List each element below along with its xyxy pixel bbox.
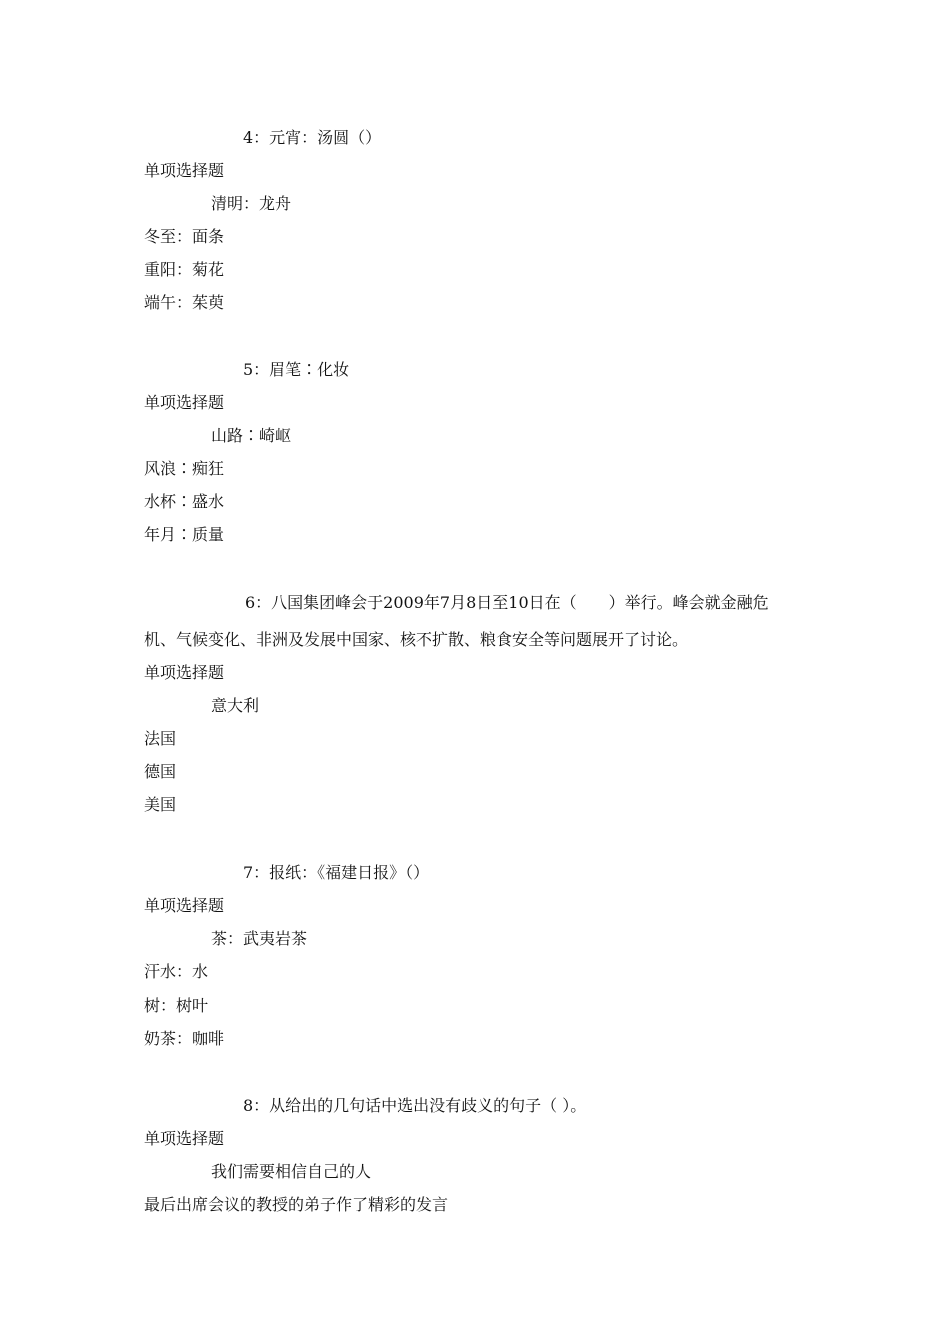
question-7-option-a: 茶：武夷岩茶 bbox=[211, 929, 308, 948]
question-8-stem: 8：从给出的几句话中选出没有歧义的句子（ ）。 bbox=[243, 1096, 587, 1115]
question-5-option-b: 风浪∶痴狂 bbox=[144, 459, 225, 478]
question-8-option-b: 最后出席会议的教授的弟子作了精彩的发言 bbox=[144, 1195, 449, 1214]
question-7-option-d: 奶茶：咖啡 bbox=[144, 1029, 225, 1048]
question-6-option-c: 德国 bbox=[144, 762, 177, 781]
question-6-type: 单项选择题 bbox=[144, 663, 225, 682]
question-7-option-b: 汗水：水 bbox=[144, 962, 209, 981]
question-8-type: 单项选择题 bbox=[144, 1129, 225, 1148]
question-4-option-b: 冬至：面条 bbox=[144, 227, 225, 246]
question-4-type: 单项选择题 bbox=[144, 161, 225, 180]
question-8-option-a: 我们需要相信自己的人 bbox=[211, 1162, 372, 1181]
question-6-stem-line-1: 6：八国集团峰会于2009年7月8日至10日在（ ）举行。峰会就金融危 bbox=[245, 593, 769, 612]
question-5-stem: 5：眉笔∶化妆 bbox=[243, 360, 350, 379]
question-5-option-a: 山路∶崎岖 bbox=[211, 426, 292, 445]
question-5-option-d: 年月∶质量 bbox=[144, 525, 225, 544]
question-4-stem: 4：元宵：汤圆（） bbox=[243, 128, 382, 147]
question-7-option-c: 树：树叶 bbox=[144, 996, 209, 1015]
question-4-option-a: 清明：龙舟 bbox=[211, 194, 292, 213]
question-7-stem: 7：报纸：《福建日报》（） bbox=[243, 863, 430, 882]
question-5-option-c: 水杯∶盛水 bbox=[144, 492, 225, 511]
question-6-option-d: 美国 bbox=[144, 795, 177, 814]
question-6-stem-line-2: 机、气候变化、非洲及发展中国家、核不扩散、粮食安全等问题展开了讨论。 bbox=[144, 630, 689, 649]
question-7-type: 单项选择题 bbox=[144, 896, 225, 915]
question-6-option-b: 法国 bbox=[144, 729, 177, 748]
question-6-option-a: 意大利 bbox=[211, 696, 260, 715]
question-4-option-d: 端午：茱萸 bbox=[144, 293, 225, 312]
question-5-type: 单项选择题 bbox=[144, 393, 225, 412]
question-4-option-c: 重阳：菊花 bbox=[144, 260, 225, 279]
